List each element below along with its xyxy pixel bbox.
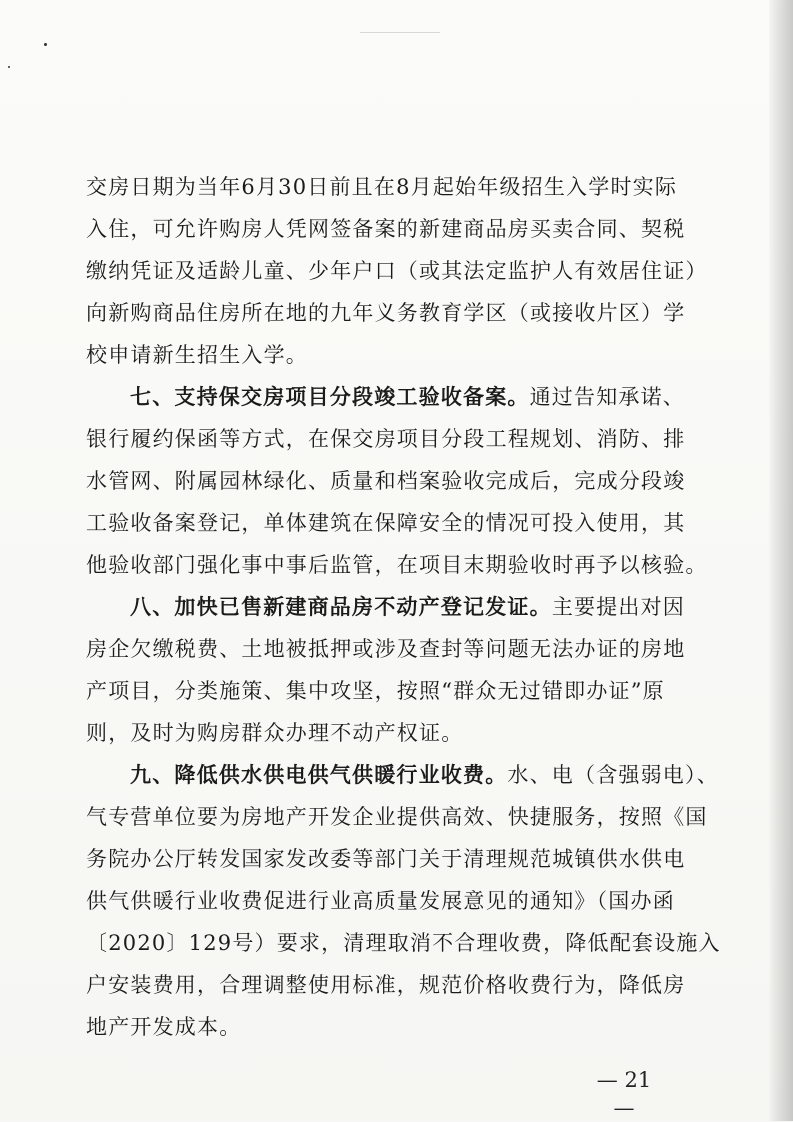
text-line: 气专营单位要为房地产开发企业提供高效、快捷服务，按照《国 <box>86 805 708 829</box>
text-line: 向新购商品住房所在地的九年义务教育学区（或接收片区）学 <box>86 301 686 325</box>
text-line: 工验收备案登记，单体建筑在保障安全的情况可投入使用，其 <box>86 511 686 535</box>
paragraph-first-line <box>86 586 686 628</box>
page-number: — 21 — <box>596 1068 652 1120</box>
section-heading-8: 八、加快已售新建商品房不动产登记发证。 <box>130 594 552 619</box>
scan-mark <box>360 32 440 33</box>
text-line: 户安装费用，合理调整使用标准，规范价格收费行为，降低房 <box>86 973 686 997</box>
paragraph-first-line <box>86 376 686 418</box>
paragraph-item-8 <box>86 586 686 754</box>
text-line: 则，及时为购房群众办理不动产权证。 <box>86 721 464 745</box>
text-line: 务院办公厅转发国家发改委等部门关于清理规范城镇供水供电 <box>86 847 686 871</box>
section-heading-9: 九、降低供水供电供气供暖行业收费。 <box>130 762 508 787</box>
text-line: 交房日期为当年6月30日前且在8月起始年级招生入学时实际 <box>86 175 678 199</box>
text-line: 房企欠缴税费、土地被抵押或涉及查封等问题无法办证的房地 <box>86 637 686 661</box>
text-line: 〔2020〕129号）要求，清理取消不合理收费，降低配套设施入 <box>86 931 721 955</box>
text-line: 地产开发成本。 <box>86 1015 242 1039</box>
text-line: 产项目，分类施策、集中攻坚，按照“群众无过错即办证”原 <box>86 679 665 703</box>
paragraph-item-7 <box>86 376 708 586</box>
paragraph-item-9 <box>86 754 721 1048</box>
scanned-page-edge <box>769 0 793 1121</box>
text-line: 校申请新生招生入学。 <box>86 343 308 367</box>
scan-speck <box>8 66 10 68</box>
text-line: 缴纳凭证及适龄儿童、少年户口（或其法定监护人有效居住证） <box>86 259 708 283</box>
text-line: 银行履约保函等方式，在保交房项目分段工程规划、消防、排 <box>86 427 686 451</box>
scan-speck <box>44 43 47 46</box>
section-heading-7: 七、支持保交房项目分段竣工验收备案。 <box>130 384 530 409</box>
paragraph-first-line <box>86 754 719 796</box>
text-line: 入住，可允许购房人凭网签备案的新建商品房买卖合同、契税 <box>86 217 686 241</box>
heading-continuation: 主要提出对因 <box>551 595 686 619</box>
text-line: 水管网、附属园林绿化、质量和档案验收完成后，完成分段竣 <box>86 469 686 493</box>
heading-continuation: 通过告知承诺、 <box>529 385 686 409</box>
document-body <box>86 166 721 1048</box>
paragraph-continuation <box>86 166 708 376</box>
heading-continuation: 水、电（含强弱电）、 <box>507 763 719 787</box>
text-line: 供气供暖行业收费促进行业高质量发展意见的通知》（国办函 <box>86 889 675 913</box>
text-line: 他验收部门强化事中事后监管，在项目末期验收时再予以核验。 <box>86 553 708 577</box>
